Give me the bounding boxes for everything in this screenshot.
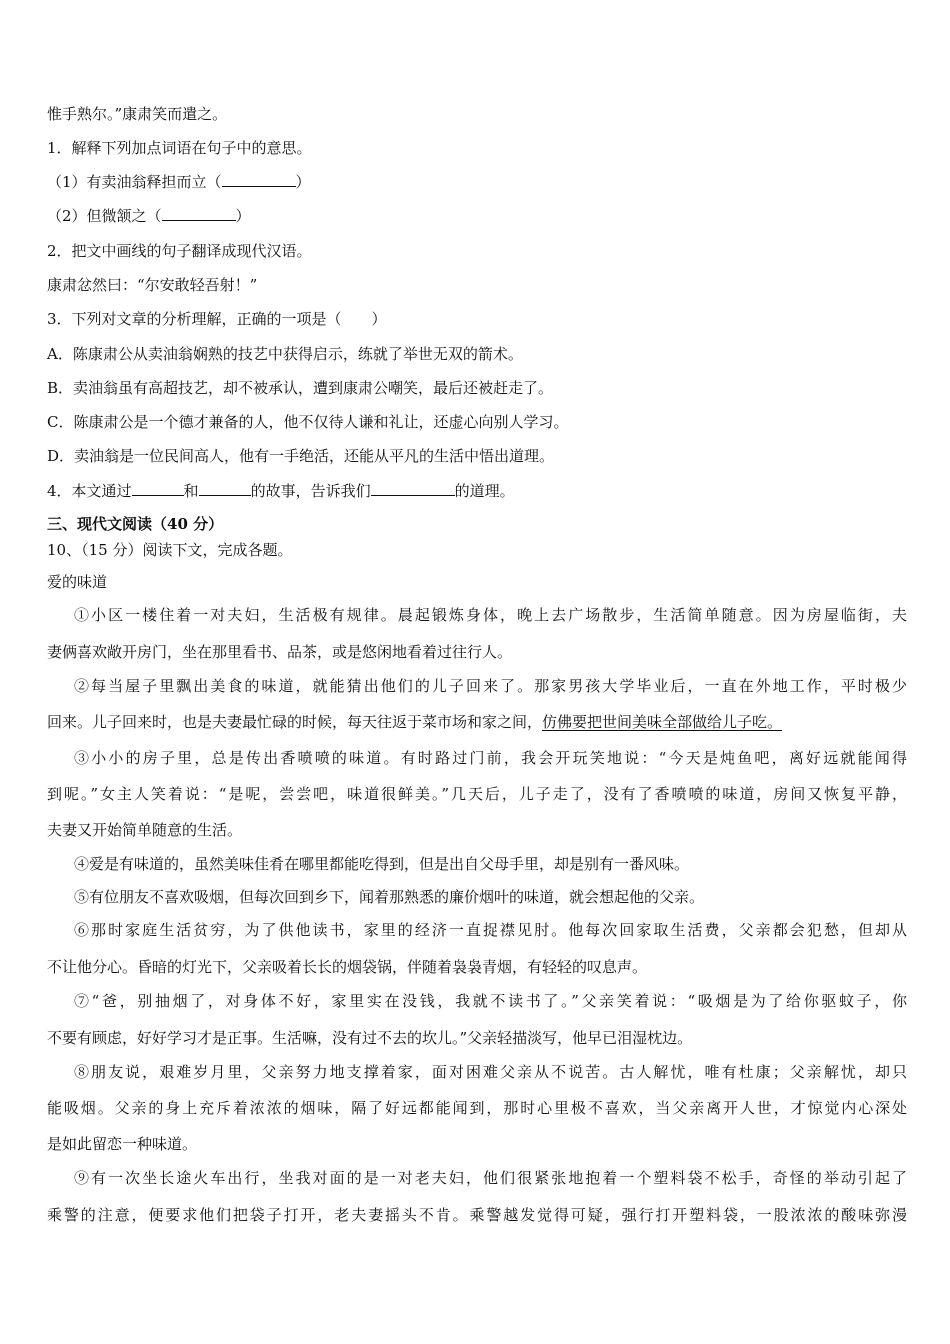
paragraph-line: 不让他分心。昏暗的灯光下，父亲吸着长长的烟袋锅，伴随着袅袅青烟，有轻轻的叹息声。 [47,958,648,976]
q10-label: 10、（15 分）阅读下文，完成各题。 [47,541,293,559]
paragraph-line: 乘警的注意，便要求他们把袋子打开，老夫妻摇头不肯。乘警越发觉得可疑，强行打开塑料袋，一股浓浓的酸味弥漫 [47,1206,907,1224]
q3-label: 3．下列对文章的分析理解，正确的一项是（ ） [47,310,387,328]
paragraph-line: ④爱是有味道的，虽然美味佳肴在哪里都能吃得到，但是出自父母手里，却是别有一番风味。 [74,855,690,873]
paragraph-line: 到呢。”女主人笑着说：“是呢，尝尝吧，味道很鲜美。”几天后，儿子走了，没有了香喷喷的味道，房间又恢复平静， [47,785,907,803]
q1-sub2: （2）但微颔之（ ） [47,207,251,225]
answer-blank[interactable] [371,481,455,496]
paragraph-line: 是如此留恋一种味道。 [47,1135,198,1153]
paragraph-line: 夫妻又开始简单随意的生活。 [47,821,243,839]
paragraph-line: ⑨有一次坐长途火车出行，坐我对面的是一对老夫妇，他们很紧张地抱着一个塑料袋不松手，奇怪的举动引起了 [74,1169,907,1187]
paragraph-line: 回来。儿子回来时，也是夫妻最忙碌的时候，每天往返于菜市场和家之间，仿佛要把世间美味全部做给儿子吃。 [47,713,783,731]
answer-blank[interactable] [199,481,251,496]
q3-option-a: A．陈康肃公从卖油翁娴熟的技艺中获得启示，练就了举世无双的箭术。 [47,345,523,363]
answer-blank[interactable] [222,172,296,187]
paragraph-line: 不要有顾虑，好好学习才是正事。生活嘛，没有过不去的坎儿。”父亲轻描淡写，他早已泪湿枕边。 [47,1029,693,1047]
paragraph-line: 能吸烟。父亲的身上充斥着浓浓的烟味，隔了好远都能闻到，那时心里极不喜欢，当父亲离开人世，才惊觉内心深处 [47,1099,907,1117]
paragraph-line: ⑧朋友说，艰难岁月里，父亲努力地支撑着家，面对困难父亲从不说苦。古人解忧，唯有杜康；父亲解忧，却只 [74,1063,907,1081]
answer-blank[interactable] [132,481,184,496]
paragraph-line: ③小小的房子里，总是传出香喷喷的味道。有时路过门前，我会开玩笑地说：“今天是炖鱼吧，离好远就能闻得 [74,749,907,767]
q2-sentence: 康肃忿然曰：“尔安敢轻吾射！” [47,276,258,294]
q3-option-c: C．陈康肃公是一个德才兼备的人，他不仅待人谦和礼让，还虚心向别人学习。 [47,413,569,431]
q3-option-b: B．卖油翁虽有高超技艺，却不被承认，遭到康肃公嘲笑，最后还被赶走了。 [47,379,554,397]
paragraph-line: ⑦“爸，别抽烟了，对身体不好，家里实在没钱，我就不读书了。”父亲笑着说：“吸烟是为了给你驱蚊子，你 [74,992,907,1010]
q4-line: 4．本文通过 和 的故事，告诉我们 的道理。 [47,482,515,500]
paragraph-line: ⑤有位朋友不喜欢吸烟，但每次回到乡下，闻着那熟悉的廉价烟叶的味道，就会想起他的父亲。 [74,888,705,906]
paragraph-line: ⑥那时家庭生活贫穷，为了供他读书，家里的经济一直捉襟见肘。他每次回家取生活费，父亲都会犯愁，但却从 [74,921,907,939]
underlined-sentence: 仿佛要把世间美味全部做给儿子吃。 [542,713,783,731]
paragraph-line: 妻俩喜欢敞开房门，坐在那里看书、品茶，或是悠闲地看着过往行人。 [47,643,513,661]
q1-sub1: （1）有卖油翁释担而立（ ） [47,173,311,191]
section-title: 三、现代文阅读（40 分） [47,515,224,533]
answer-blank[interactable] [162,206,236,221]
article-title: 爱的味道 [47,573,108,591]
paragraph-line: ①小区一楼住着一对夫妇，生活极有规律。晨起锻炼身体，晚上去广场散步，生活简单随意。因为房屋临街，夫 [74,606,907,624]
q3-option-d: D．卖油翁是一位民间高人，他有一手绝活，还能从平凡的生活中悟出道理。 [47,447,555,465]
paragraph-line: ②每当屋子里飘出美食的味道，就能猜出他们的儿子回来了。那家男孩大学毕业后，一直在外地工作，平时极少 [74,677,907,695]
q1-label: 1．解释下列加点词语在句子中的意思。 [47,139,312,157]
passage-end-line: 惟手熟尔。”康肃笑而遣之。 [47,105,228,123]
q2-label: 2．把文中画线的句子翻译成现代汉语。 [47,242,312,260]
